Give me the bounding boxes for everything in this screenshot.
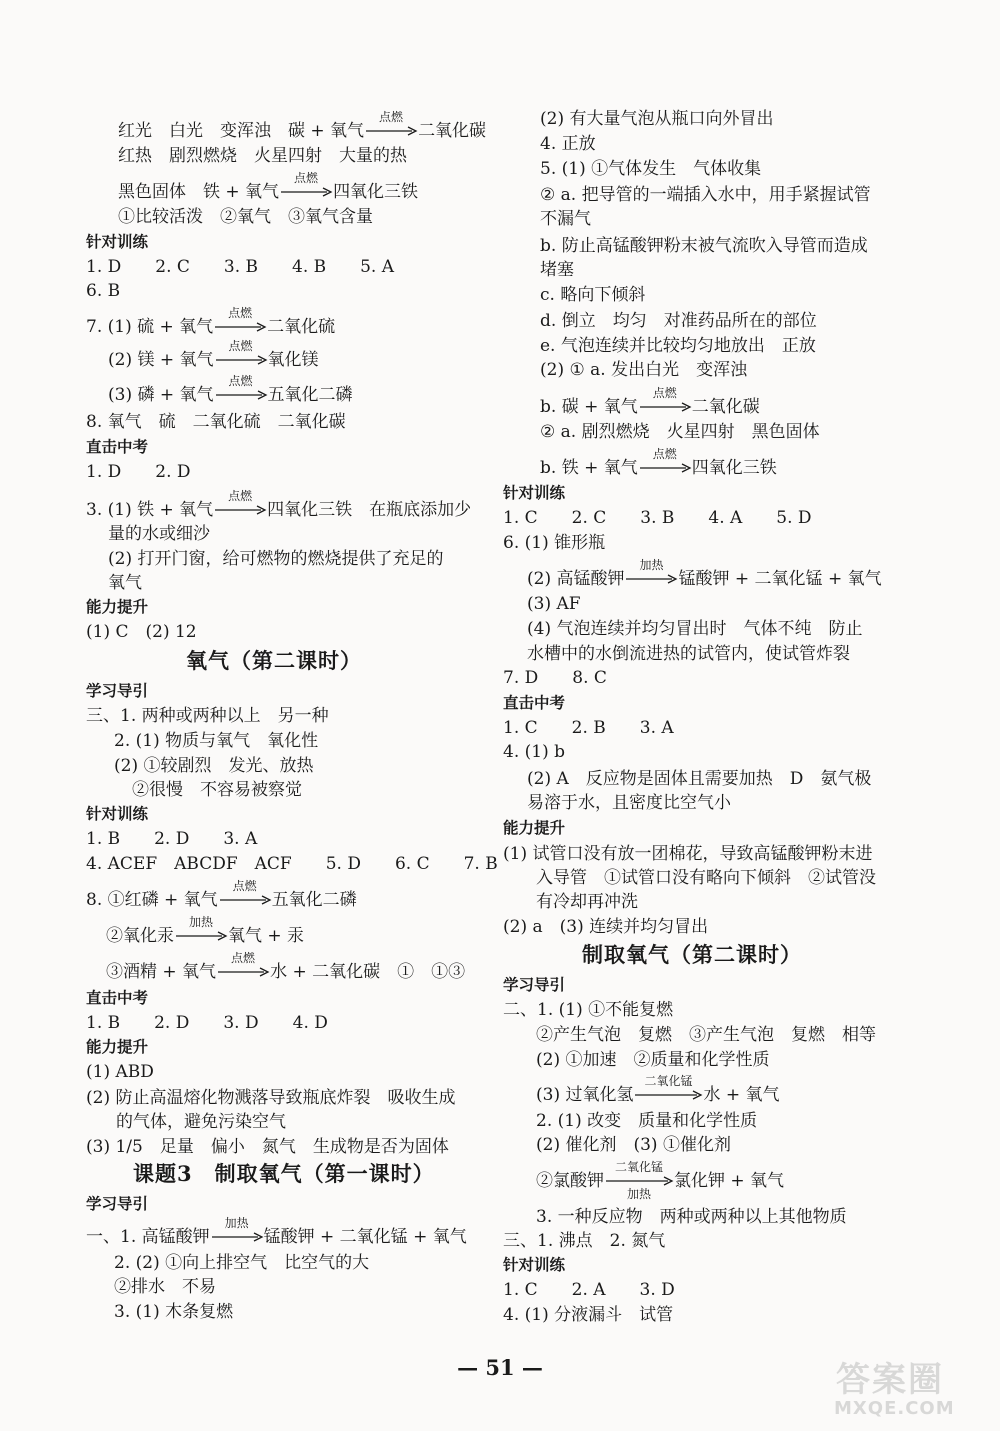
answer-line: (2) a (3) 连续并均匀冒出 [503, 917, 709, 937]
reaction-arrow: 加热 [176, 925, 226, 947]
answer-line: 2. (2) ①向上排空气 比空气的大 [114, 1253, 370, 1273]
watermark-logo: 答案圈 MXQE.COM [834, 1360, 955, 1419]
answer-line: 8. 氧气 硫 二氧化硫 二氧化碳 [86, 412, 346, 432]
eq-permanganate-r: (2) 高锰酸钾 加热 锰酸钾 + 二氧化锰 + 氧气 [527, 558, 882, 589]
reaction-arrow: 点燃 [220, 889, 270, 911]
answer-line: (2) ①较剧烈 发光、放热 [114, 756, 314, 776]
answer-line: (2) 有大量气泡从瓶口向外冒出 [540, 109, 774, 129]
answer-line: ②很慢 不容易被察觉 [132, 780, 302, 800]
section-heading: 能力提升 [503, 819, 566, 837]
section-heading: 直击中考 [86, 989, 149, 1007]
text-line: 氧气 [108, 573, 142, 593]
answer-line: 三、1. 沸点 2. 氮气 [503, 1231, 666, 1251]
reaction-arrow: 点燃 [215, 316, 265, 338]
answer-line: (4) 气泡连续并均匀冒出时 气体不纯 防止 [527, 619, 863, 639]
answer-line: 2. (1) 改变 质量和化学性质 [536, 1111, 758, 1131]
reaction-arrow: 加热 [212, 1226, 262, 1248]
answer-line: 4. (1) 分液漏斗 试管 [503, 1305, 674, 1325]
eq-carbon-oxygen-r: b. 碳 + 氧气 点燃 二氧化碳 [540, 386, 760, 417]
lesson-title: 氧气（第二课时） [186, 648, 362, 673]
eq-iron-oxygen-r: b. 铁 + 氧气 点燃 四氧化三铁 [540, 447, 777, 478]
answer-line: 1. B 2. D 3. A [86, 829, 258, 849]
eq-mercury-oxide: ②氧化汞 加热 氧气 + 汞 [106, 915, 305, 946]
text-line: 红热 剧烈燃烧 火星四射 大量的热 [118, 146, 407, 166]
eq-hydrogen-peroxide: (3) 过氧化氢 二氧化锰 水 + 氧气 [536, 1074, 780, 1105]
answer-line: 4. (1) b [503, 742, 565, 762]
answer-line: (1) ABD [86, 1062, 154, 1082]
answer-line: (1) C (2) 12 [86, 622, 197, 642]
answer-line: (2) 防止高温熔化物溅落导致瓶底炸裂 吸收生成 [86, 1088, 456, 1108]
lesson-title: 制取氧气（第二课时） [582, 942, 802, 967]
section-heading: 针对训练 [86, 805, 149, 823]
answer-line: 1. C 2. C 3. B 4. A 5. D [503, 508, 812, 528]
section-heading: 直击中考 [86, 438, 149, 456]
section-heading: 学习导引 [86, 1195, 149, 1213]
eq-magnesium: (2) 镁 + 氧气 点燃 氧化镁 [108, 339, 319, 370]
section-heading: 学习导引 [86, 682, 149, 700]
lesson-title: 课题3 制取氧气（第一课时） [133, 1161, 435, 1186]
section-heading: 针对训练 [503, 484, 566, 502]
reaction-arrow: 点燃 [366, 120, 416, 142]
reaction-arrow: 点燃 [215, 499, 265, 521]
answer-line: b. 防止高锰酸钾粉末被气流吹入导管而造成 [540, 236, 868, 256]
answer-line: d. 倒立 均匀 对准药品所在的部位 [540, 311, 817, 331]
answer-line: (2) A 反应物是固体且需要加热 D 氨气极 [527, 769, 872, 789]
answer-line: 4. ACEF ABCDF ACF 5. D 6. C 7. B [86, 854, 498, 874]
eq-alcohol: ③酒精 + 氧气 点燃 水 + 二氧化碳 ① ①③ [106, 951, 466, 982]
answer-line: 1. B 2. D 3. D 4. D [86, 1013, 328, 1033]
reaction-arrow: 点燃 [218, 961, 268, 983]
section-heading: 直击中考 [503, 694, 566, 712]
answer-line: 3. (1) 木条复燃 [114, 1302, 234, 1322]
text-line: (2) 打开门窗，给可燃物的燃烧提供了充足的 [108, 549, 444, 569]
answer-line: (3) AF [527, 594, 581, 614]
text-line: ①比较活泼 ②氧气 ③氧气含量 [118, 207, 373, 227]
answer-line: 三、1. 两种或两种以上 另一种 [86, 706, 329, 726]
reaction-arrow: 点燃 [216, 349, 266, 371]
answer-line: 6. B [86, 281, 121, 301]
answer-line: 的气体，避免污染空气 [116, 1112, 286, 1132]
eq-red-phosphorus: 8. ①红磷 + 氧气 点燃 五氧化二磷 [86, 879, 357, 910]
answer-line: 2. (1) 物质与氧气 氧化性 [114, 731, 319, 751]
answer-line: 有冷却再冲洗 [536, 892, 638, 912]
answer-line: (1) 试管口没有放一团棉花，导致高锰酸钾粉末进 [503, 844, 873, 864]
reaction-arrow: 点燃 [281, 181, 331, 203]
reaction-arrow: 点燃 [640, 457, 690, 479]
answer-line: 3. 一种反应物 两种或两种以上其他物质 [536, 1207, 847, 1227]
answer-line: 入导管 ①试管口没有略向下倾斜 ②试管没 [536, 868, 876, 888]
reaction-arrow: 点燃 [640, 396, 690, 418]
answer-line: 6. (1) 锥形瓶 [503, 533, 606, 553]
eq-potassium-chlorate: ②氯酸钾 二氧化锰 加热 氯化钾 + 氧气 [536, 1160, 785, 1201]
answer-line: 1. C 2. B 3. A [503, 718, 674, 738]
answer-line: 4. 正放 [540, 134, 596, 154]
eq-permanganate: 一、1. 高锰酸钾 加热 锰酸钾 + 二氧化锰 + 氧气 [86, 1216, 467, 1247]
section-heading: 针对训练 [503, 1256, 566, 1274]
answer-line: ② a. 剧烈燃烧 火星四射 黑色固体 [540, 422, 820, 442]
reaction-arrow: 二氧化锰 加热 [606, 1170, 672, 1192]
section-heading: 能力提升 [86, 598, 149, 616]
answer-line: (3) 1/5 足量 偏小 氮气 生成物是否为固体 [86, 1137, 449, 1157]
reaction-arrow: 二氧化锰 [635, 1084, 701, 1106]
answer-line: (2) ① a. 发出白光 变浑浊 [540, 360, 748, 380]
reaction-arrow: 加热 [626, 568, 676, 590]
page-number: — 51 — [457, 1355, 543, 1380]
answer-line: ② a. 把导管的一端插入水中，用手紧握试管 [540, 185, 871, 205]
answer-line: 1. D 2. D [86, 462, 191, 482]
eq-phosphorus: (3) 磷 + 氧气 点燃 五氧化二磷 [108, 374, 353, 405]
answer-line: e. 气泡连续并比较均匀地放出 正放 [540, 336, 816, 356]
answer-line: (2) ①加速 ②质量和化学性质 [536, 1050, 770, 1070]
answer-line: (2) 催化剂 (3) ①催化剂 [536, 1135, 731, 1155]
answer-line: ②产生气泡 复燃 ③产生气泡 复燃 相等 [536, 1025, 876, 1045]
eq-iron-oxygen-2: 3. (1) 铁 + 氧气 点燃 四氧化三铁 在瓶底添加少 [86, 489, 472, 520]
eq-sulfur: 7. (1) 硫 + 氧气 点燃 二氧化硫 [86, 306, 336, 337]
answer-line: 1. C 2. A 3. D [503, 1280, 675, 1300]
answer-line: 二、1. (1) ①不能复燃 [503, 1000, 674, 1020]
answer-line: 7. D 8. C [503, 668, 607, 688]
answer-line: 易溶于水，且密度比空气小 [527, 793, 731, 813]
eq-iron-oxygen: 黑色固体 铁 + 氧气 点燃 四氧化三铁 [118, 171, 419, 202]
section-heading: 针对训练 [86, 233, 149, 251]
eq-carbon-oxygen: 红光 白光 变浑浊 碳 + 氧气 点燃 二氧化碳 [118, 110, 487, 141]
answer-line: c. 略向下倾斜 [540, 285, 646, 305]
reaction-arrow: 点燃 [216, 384, 266, 406]
answer-line: ②排水 不易 [114, 1277, 216, 1297]
answer-line: 1. D 2. C 3. B 4. B 5. A [86, 257, 395, 277]
answer-line: 不漏气 [540, 209, 591, 229]
answer-line: 水槽中的水倒流进热的试管内，使试管炸裂 [527, 644, 850, 664]
section-heading: 能力提升 [86, 1038, 149, 1056]
answer-line: 堵塞 [540, 260, 574, 280]
text-line: 量的水或细沙 [108, 524, 210, 544]
answer-line: 5. (1) ①气体发生 气体收集 [540, 159, 762, 179]
section-heading: 学习导引 [503, 976, 566, 994]
